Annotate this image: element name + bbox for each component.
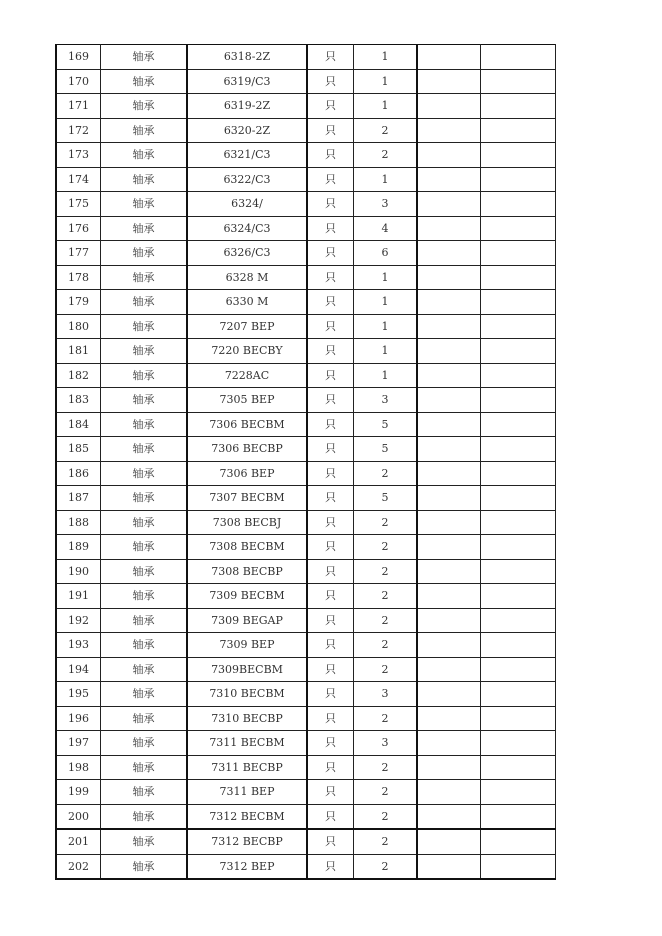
table-row — [56, 829, 556, 854]
item-unit: 只 — [307, 486, 354, 511]
item-model: 6324/ — [187, 192, 307, 217]
item-name: 轴承 — [101, 804, 188, 829]
item-name: 轴承 — [101, 412, 188, 437]
item-quantity: 3 — [354, 388, 418, 413]
row-number: 201 — [56, 829, 101, 854]
item-unit: 只 — [307, 608, 354, 633]
item-model: 7306 BEP — [187, 461, 307, 486]
empty-cell — [481, 241, 556, 266]
table-row — [56, 290, 556, 315]
item-model: 7312 BECBP — [187, 829, 307, 854]
row-number: 175 — [56, 192, 101, 217]
empty-cell — [417, 167, 481, 192]
empty-cell — [481, 314, 556, 339]
item-model: 7312 BEP — [187, 854, 307, 879]
empty-cell — [481, 608, 556, 633]
item-unit: 只 — [307, 437, 354, 462]
item-quantity: 2 — [354, 584, 418, 609]
item-model: 7308 BECBM — [187, 535, 307, 560]
row-number: 172 — [56, 118, 101, 143]
row-number: 189 — [56, 535, 101, 560]
row-number: 186 — [56, 461, 101, 486]
item-unit: 只 — [307, 657, 354, 682]
table-row — [56, 486, 556, 511]
empty-cell — [481, 412, 556, 437]
item-name: 轴承 — [101, 290, 188, 315]
empty-cell — [417, 314, 481, 339]
item-name: 轴承 — [101, 706, 188, 731]
row-number: 199 — [56, 780, 101, 805]
item-quantity: 5 — [354, 412, 418, 437]
empty-cell — [481, 657, 556, 682]
item-model: 7311 BEP — [187, 780, 307, 805]
item-unit: 只 — [307, 706, 354, 731]
empty-cell — [481, 388, 556, 413]
item-unit: 只 — [307, 854, 354, 879]
item-name: 轴承 — [101, 143, 188, 168]
item-unit: 只 — [307, 167, 354, 192]
empty-cell — [481, 94, 556, 119]
empty-cell — [417, 216, 481, 241]
row-number: 179 — [56, 290, 101, 315]
empty-cell — [481, 437, 556, 462]
empty-cell — [481, 854, 556, 879]
row-number: 200 — [56, 804, 101, 829]
empty-cell — [481, 510, 556, 535]
table-row — [56, 94, 556, 119]
item-model: 6326/C3 — [187, 241, 307, 266]
item-quantity: 2 — [354, 706, 418, 731]
item-name: 轴承 — [101, 314, 188, 339]
row-number: 198 — [56, 755, 101, 780]
row-number: 173 — [56, 143, 101, 168]
table-row — [56, 535, 556, 560]
row-number: 190 — [56, 559, 101, 584]
item-unit: 只 — [307, 94, 354, 119]
item-name: 轴承 — [101, 388, 188, 413]
item-unit: 只 — [307, 535, 354, 560]
item-quantity: 2 — [354, 780, 418, 805]
row-number: 174 — [56, 167, 101, 192]
table-row — [56, 510, 556, 535]
item-name: 轴承 — [101, 584, 188, 609]
empty-cell — [417, 780, 481, 805]
item-model: 6319-2Z — [187, 94, 307, 119]
item-model: 7309 BECBM — [187, 584, 307, 609]
item-name: 轴承 — [101, 241, 188, 266]
table-row — [56, 69, 556, 94]
item-name: 轴承 — [101, 854, 188, 879]
item-quantity: 3 — [354, 192, 418, 217]
item-unit: 只 — [307, 559, 354, 584]
empty-cell — [481, 216, 556, 241]
item-unit: 只 — [307, 69, 354, 94]
item-quantity: 5 — [354, 437, 418, 462]
item-name: 轴承 — [101, 94, 188, 119]
item-quantity: 3 — [354, 682, 418, 707]
empty-cell — [481, 69, 556, 94]
item-model: 6322/C3 — [187, 167, 307, 192]
table-row — [56, 339, 556, 364]
item-name: 轴承 — [101, 461, 188, 486]
item-name: 轴承 — [101, 216, 188, 241]
table-row — [56, 461, 556, 486]
table-row — [56, 192, 556, 217]
item-model: 7306 BECBM — [187, 412, 307, 437]
item-model: 7310 BECBP — [187, 706, 307, 731]
row-number: 191 — [56, 584, 101, 609]
item-model: 6318-2Z — [187, 45, 307, 70]
item-model: 6330 M — [187, 290, 307, 315]
empty-cell — [481, 339, 556, 364]
empty-cell — [417, 143, 481, 168]
item-name: 轴承 — [101, 633, 188, 658]
row-number: 188 — [56, 510, 101, 535]
empty-cell — [481, 755, 556, 780]
item-quantity: 2 — [354, 118, 418, 143]
item-unit: 只 — [307, 510, 354, 535]
item-unit: 只 — [307, 314, 354, 339]
item-unit: 只 — [307, 363, 354, 388]
item-quantity: 1 — [354, 339, 418, 364]
row-number: 183 — [56, 388, 101, 413]
empty-cell — [481, 45, 556, 70]
item-unit: 只 — [307, 265, 354, 290]
item-quantity: 1 — [354, 363, 418, 388]
item-quantity: 2 — [354, 633, 418, 658]
row-number: 185 — [56, 437, 101, 462]
empty-cell — [481, 535, 556, 560]
empty-cell — [417, 804, 481, 829]
table-row — [56, 682, 556, 707]
empty-cell — [417, 412, 481, 437]
row-number: 193 — [56, 633, 101, 658]
item-name: 轴承 — [101, 486, 188, 511]
item-name: 轴承 — [101, 437, 188, 462]
empty-cell — [417, 829, 481, 854]
item-quantity: 2 — [354, 510, 418, 535]
item-unit: 只 — [307, 829, 354, 854]
empty-cell — [417, 486, 481, 511]
empty-cell — [417, 559, 481, 584]
item-model: 7220 BECBY — [187, 339, 307, 364]
item-model: 7308 BECBJ — [187, 510, 307, 535]
item-unit: 只 — [307, 412, 354, 437]
item-unit: 只 — [307, 241, 354, 266]
table-row — [56, 45, 556, 70]
item-quantity: 2 — [354, 461, 418, 486]
item-unit: 只 — [307, 804, 354, 829]
item-unit: 只 — [307, 780, 354, 805]
item-name: 轴承 — [101, 755, 188, 780]
item-model: 7310 BECBM — [187, 682, 307, 707]
item-name: 轴承 — [101, 657, 188, 682]
item-quantity: 2 — [354, 755, 418, 780]
empty-cell — [481, 780, 556, 805]
empty-cell — [481, 363, 556, 388]
row-number: 169 — [56, 45, 101, 70]
item-quantity: 6 — [354, 241, 418, 266]
item-name: 轴承 — [101, 265, 188, 290]
item-unit: 只 — [307, 290, 354, 315]
table-row — [56, 584, 556, 609]
row-number: 176 — [56, 216, 101, 241]
empty-cell — [417, 461, 481, 486]
empty-cell — [417, 118, 481, 143]
item-unit: 只 — [307, 45, 354, 70]
empty-cell — [481, 265, 556, 290]
item-unit: 只 — [307, 584, 354, 609]
table-row — [56, 265, 556, 290]
item-name: 轴承 — [101, 167, 188, 192]
table-body — [56, 45, 556, 880]
row-number: 195 — [56, 682, 101, 707]
item-model: 7309 BEGAP — [187, 608, 307, 633]
row-number: 180 — [56, 314, 101, 339]
empty-cell — [481, 682, 556, 707]
item-quantity: 1 — [354, 265, 418, 290]
item-quantity: 1 — [354, 290, 418, 315]
table-row — [56, 388, 556, 413]
item-unit: 只 — [307, 339, 354, 364]
empty-cell — [417, 339, 481, 364]
empty-cell — [481, 706, 556, 731]
item-unit: 只 — [307, 192, 354, 217]
item-model: 7228AC — [187, 363, 307, 388]
table-row — [56, 314, 556, 339]
item-unit: 只 — [307, 731, 354, 756]
row-number: 194 — [56, 657, 101, 682]
empty-cell — [417, 265, 481, 290]
empty-cell — [481, 167, 556, 192]
item-name: 轴承 — [101, 339, 188, 364]
table-row — [56, 167, 556, 192]
item-quantity: 1 — [354, 167, 418, 192]
item-name: 轴承 — [101, 69, 188, 94]
item-name: 轴承 — [101, 535, 188, 560]
empty-cell — [481, 804, 556, 829]
table-row — [56, 412, 556, 437]
item-quantity: 2 — [354, 804, 418, 829]
empty-cell — [417, 657, 481, 682]
item-name: 轴承 — [101, 363, 188, 388]
table-row — [56, 437, 556, 462]
inventory-table — [55, 44, 556, 880]
row-number: 177 — [56, 241, 101, 266]
item-name: 轴承 — [101, 118, 188, 143]
empty-cell — [417, 363, 481, 388]
table-row — [56, 608, 556, 633]
row-number: 187 — [56, 486, 101, 511]
item-quantity: 1 — [354, 314, 418, 339]
table-row — [56, 780, 556, 805]
empty-cell — [417, 535, 481, 560]
item-quantity: 2 — [354, 657, 418, 682]
table-row — [56, 363, 556, 388]
table-row — [56, 755, 556, 780]
empty-cell — [417, 69, 481, 94]
empty-cell — [417, 437, 481, 462]
item-model: 6324/C3 — [187, 216, 307, 241]
item-model: 7309 BEP — [187, 633, 307, 658]
item-quantity: 2 — [354, 829, 418, 854]
table-row — [56, 706, 556, 731]
item-name: 轴承 — [101, 731, 188, 756]
table-row — [56, 804, 556, 829]
item-quantity: 2 — [354, 143, 418, 168]
empty-cell — [481, 584, 556, 609]
row-number: 170 — [56, 69, 101, 94]
item-name: 轴承 — [101, 559, 188, 584]
item-quantity: 2 — [354, 608, 418, 633]
row-number: 202 — [56, 854, 101, 879]
table-row — [56, 657, 556, 682]
item-quantity: 1 — [354, 69, 418, 94]
item-name: 轴承 — [101, 682, 188, 707]
empty-cell — [481, 192, 556, 217]
item-unit: 只 — [307, 682, 354, 707]
empty-cell — [481, 829, 556, 854]
item-model: 7309BECBM — [187, 657, 307, 682]
row-number: 171 — [56, 94, 101, 119]
table-row — [56, 241, 556, 266]
item-quantity: 5 — [354, 486, 418, 511]
row-number: 178 — [56, 265, 101, 290]
item-model: 6319/C3 — [187, 69, 307, 94]
item-unit: 只 — [307, 633, 354, 658]
item-model: 7311 BECBM — [187, 731, 307, 756]
empty-cell — [417, 192, 481, 217]
empty-cell — [417, 510, 481, 535]
table-row — [56, 731, 556, 756]
table-row — [56, 216, 556, 241]
item-quantity: 3 — [354, 731, 418, 756]
empty-cell — [417, 731, 481, 756]
item-unit: 只 — [307, 143, 354, 168]
empty-cell — [481, 486, 556, 511]
table-row — [56, 143, 556, 168]
item-quantity: 1 — [354, 94, 418, 119]
empty-cell — [417, 633, 481, 658]
empty-cell — [417, 755, 481, 780]
item-quantity: 2 — [354, 535, 418, 560]
item-unit: 只 — [307, 216, 354, 241]
row-number: 184 — [56, 412, 101, 437]
row-number: 196 — [56, 706, 101, 731]
empty-cell — [481, 559, 556, 584]
empty-cell — [417, 854, 481, 879]
empty-cell — [417, 45, 481, 70]
item-name: 轴承 — [101, 829, 188, 854]
row-number: 192 — [56, 608, 101, 633]
empty-cell — [481, 731, 556, 756]
item-model: 6321/C3 — [187, 143, 307, 168]
empty-cell — [481, 118, 556, 143]
item-name: 轴承 — [101, 45, 188, 70]
empty-cell — [417, 290, 481, 315]
empty-cell — [417, 94, 481, 119]
item-model: 7312 BECBM — [187, 804, 307, 829]
item-model: 6328 M — [187, 265, 307, 290]
item-unit: 只 — [307, 388, 354, 413]
item-model: 7311 BECBP — [187, 755, 307, 780]
row-number: 182 — [56, 363, 101, 388]
row-number: 197 — [56, 731, 101, 756]
item-name: 轴承 — [101, 608, 188, 633]
empty-cell — [481, 290, 556, 315]
empty-cell — [481, 633, 556, 658]
item-model: 7307 BECBM — [187, 486, 307, 511]
empty-cell — [417, 682, 481, 707]
table-row — [56, 854, 556, 879]
item-quantity: 4 — [354, 216, 418, 241]
table-row — [56, 633, 556, 658]
item-model: 6320-2Z — [187, 118, 307, 143]
item-unit: 只 — [307, 118, 354, 143]
item-name: 轴承 — [101, 192, 188, 217]
empty-cell — [481, 143, 556, 168]
item-model: 7207 BEP — [187, 314, 307, 339]
item-quantity: 1 — [354, 45, 418, 70]
item-model: 7306 BECBP — [187, 437, 307, 462]
item-name: 轴承 — [101, 780, 188, 805]
item-model: 7305 BEP — [187, 388, 307, 413]
item-quantity: 2 — [354, 559, 418, 584]
table-row — [56, 118, 556, 143]
empty-cell — [417, 241, 481, 266]
item-quantity: 2 — [354, 854, 418, 879]
empty-cell — [481, 461, 556, 486]
item-unit: 只 — [307, 755, 354, 780]
item-name: 轴承 — [101, 510, 188, 535]
table-row — [56, 559, 556, 584]
item-unit: 只 — [307, 461, 354, 486]
empty-cell — [417, 388, 481, 413]
row-number: 181 — [56, 339, 101, 364]
empty-cell — [417, 584, 481, 609]
empty-cell — [417, 706, 481, 731]
empty-cell — [417, 608, 481, 633]
item-model: 7308 BECBP — [187, 559, 307, 584]
